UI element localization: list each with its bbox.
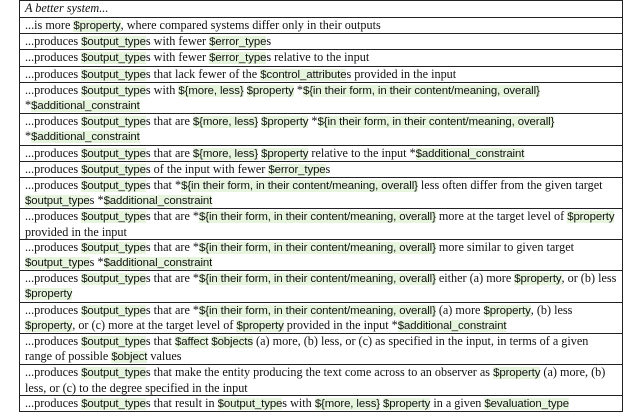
statement-text: s — [266, 34, 272, 49]
statement-cell — [20, 209, 623, 239]
placeholder-variable: $error_type — [209, 52, 267, 65]
statement-text: ...produces — [25, 334, 82, 349]
placeholder-variable: $output_type — [81, 273, 146, 286]
placeholder-variable: ${in their form, in their content/meaning, overall} — [199, 211, 436, 224]
placeholder-variable: ${in their form, in their content/meaning, overall} — [199, 304, 436, 317]
statement-text: ...produces — [25, 50, 82, 65]
placeholder-variable: $affect — [174, 336, 209, 349]
placeholder-variable: $output_type — [25, 195, 90, 208]
statement-text: s with — [282, 395, 315, 410]
statement-text: s provided in the input — [346, 66, 457, 81]
statement-cell — [20, 50, 623, 66]
statement-text: ...produces — [25, 66, 82, 81]
statement-text: ...produces — [25, 178, 82, 193]
placeholder-variable: ${in their form, in their content/meaning, overall} — [199, 241, 436, 254]
statement-text: (a) more — [435, 302, 484, 317]
placeholder-variable: $output_type — [81, 211, 146, 224]
statement-text: s that lack fewer of the — [145, 66, 261, 81]
placeholder-variable: $output_type — [81, 336, 146, 349]
statement-text: values — [147, 349, 182, 364]
placeholder-variable: $output_type — [81, 180, 146, 193]
placeholder-variable: $objects — [211, 336, 253, 349]
placeholder-variable: ${in their form, in their content/meaning, overall} — [181, 180, 418, 193]
placeholder-variable: $property — [567, 211, 615, 224]
table-row — [20, 82, 623, 113]
statement-text: , (b) less — [530, 302, 573, 317]
placeholder-variable: $control_attribute — [260, 68, 347, 81]
table-row — [20, 271, 623, 302]
placeholder-variable: $property — [246, 84, 294, 97]
statement-text: provided in the input — [25, 224, 127, 239]
statement-text: s that are * — [145, 239, 199, 254]
statement-text: ...produces — [25, 239, 82, 254]
placeholder-variable: $output_type — [81, 84, 146, 97]
statement-text: more at the target level of — [435, 209, 568, 224]
statement-text: s that are — [145, 145, 193, 160]
table-row — [20, 145, 623, 161]
statement-text: relative to the input * — [308, 145, 416, 160]
statement-text: ...produces — [25, 34, 82, 49]
placeholder-variable: $property — [483, 304, 531, 317]
statement-cell — [20, 161, 623, 177]
statement-text: more similar to given target — [435, 239, 574, 254]
placeholder-variable: $output_type — [81, 147, 146, 160]
statement-cell — [20, 82, 623, 113]
statement-text: ...produces — [25, 114, 82, 129]
statement-text: (a) more, (b) less, or (c) as specified in the input, in terms of a given range of possible — [25, 334, 589, 364]
placeholder-variable: $property — [236, 319, 284, 332]
table-header-row — [20, 1, 623, 18]
statement-text: ...produces — [25, 209, 82, 224]
placeholder-variable: ${in their form, in their content/meaning, overall} — [317, 116, 555, 129]
statement-cell — [20, 114, 623, 145]
statement-text: s relative to the input — [266, 50, 370, 65]
statement-text: ...produces — [25, 395, 82, 410]
statement-text: s with — [145, 82, 179, 97]
statement-text: either (a) more — [435, 271, 515, 286]
statement-text: s with fewer — [145, 50, 210, 65]
placeholder-variable: $object — [111, 351, 148, 364]
statement-cell — [20, 365, 623, 395]
placeholder-variable: $output_type — [217, 397, 283, 410]
statement-cell — [20, 239, 623, 270]
placeholder-variable: $property — [25, 319, 73, 332]
placeholder-variable: $additional_constraint — [415, 147, 525, 160]
placeholder-variable: $output_type — [81, 68, 146, 81]
statement-text: ...produces — [25, 302, 82, 317]
placeholder-variable: $additional_constraint — [103, 257, 213, 270]
statement-text: s * — [89, 193, 104, 208]
statement-text: s — [325, 161, 331, 176]
table-row — [20, 395, 623, 411]
placeholder-variable: $output_type — [81, 163, 146, 176]
placeholder-variable: $error_type — [268, 163, 326, 176]
statement-text: s * — [89, 255, 104, 270]
table-row — [20, 66, 623, 82]
statement-cell — [20, 145, 623, 161]
placeholder-variable: ${in their form, in their content/meaning, overall} — [199, 273, 436, 286]
table-row — [20, 114, 623, 145]
statement-text: s with fewer — [145, 34, 210, 49]
statement-text: in a given — [430, 395, 485, 410]
table-row — [20, 50, 623, 66]
statement-text: s that result in — [145, 395, 218, 410]
placeholder-variable: ${more, less} — [314, 397, 380, 410]
placeholder-variable: $additional_constraint — [31, 131, 140, 144]
placeholder-variable: $output_type — [81, 52, 146, 65]
table-row — [20, 18, 623, 34]
statement-cell — [20, 302, 623, 333]
statement-cell — [20, 334, 623, 365]
statement-text: ...produces — [25, 271, 82, 286]
placeholder-variable: $output_type — [81, 397, 146, 410]
table-row — [20, 302, 623, 333]
placeholder-variable: $evaluation_type — [484, 397, 569, 410]
statement-text: ...produces — [25, 365, 82, 380]
statement-text: less often differ from the given target — [417, 178, 603, 193]
placeholder-variable: $property — [261, 116, 309, 129]
statement-text: , or (b) less — [561, 271, 617, 286]
statement-text: ...produces — [25, 145, 82, 160]
statement-text: ...produces — [25, 161, 82, 176]
statement-cell — [20, 395, 623, 411]
table-row — [20, 178, 623, 209]
statement-text: , where compared systems differ only in their outputs — [120, 18, 381, 32]
table-row — [20, 239, 623, 270]
placeholder-variable: $additional_constraint — [103, 195, 213, 208]
placeholder-variable: ${more, less} — [178, 84, 244, 97]
statement-cell — [20, 34, 623, 50]
placeholder-variable: $additional_constraint — [31, 100, 140, 113]
table-header: A better system... — [20, 1, 623, 18]
placeholder-variable: $output_type — [81, 367, 146, 380]
statement-text: s of the input with fewer — [145, 161, 269, 176]
table-row — [20, 334, 623, 365]
placeholder-variable: $error_type — [209, 36, 267, 49]
statement-text: s that are — [145, 114, 193, 129]
statement-text: * — [25, 98, 32, 113]
placeholder-variable: $output_type — [25, 257, 90, 270]
placeholder-variable: $output_type — [81, 304, 146, 317]
statement-text: * — [25, 129, 32, 144]
statement-text: ...produces — [25, 82, 82, 97]
statement-text: s that * — [145, 178, 182, 193]
statement-cell — [20, 18, 623, 34]
statement-text: s that are * — [145, 271, 199, 286]
placeholder-variable: $property — [261, 147, 309, 160]
statement-cell — [20, 178, 623, 209]
placeholder-variable: $output_type — [81, 116, 146, 129]
statement-cell — [20, 271, 623, 302]
statement-text: provided in the input * — [283, 317, 398, 332]
placeholder-variable: $additional_constraint — [397, 319, 507, 332]
placeholder-variable: $property — [514, 273, 562, 286]
placeholder-variable: $output_type — [81, 241, 146, 254]
table-row — [20, 161, 623, 177]
specification-table — [19, 0, 623, 412]
statement-text: * — [308, 114, 318, 129]
placeholder-variable: $output_type — [81, 36, 146, 49]
statement-text: s that are * — [145, 302, 199, 317]
placeholder-variable: ${in their form, in their content/meaning, overall} — [302, 84, 540, 97]
placeholder-variable: ${more, less} — [192, 116, 259, 129]
table-row — [20, 365, 623, 395]
statement-text: s that are * — [145, 209, 199, 224]
placeholder-variable: $property — [73, 20, 121, 32]
statement-text: * — [293, 82, 303, 97]
placeholder-variable: ${more, less} — [192, 147, 259, 160]
placeholder-variable: $property — [493, 367, 541, 380]
statement-text: s that make the entity producing the text come across to an observer as — [145, 365, 494, 380]
statement-text: (a) more, (b) less, or (c) to the degree specified in the input — [25, 365, 606, 395]
placeholder-variable: $property — [25, 288, 73, 301]
statement-cell — [20, 66, 623, 82]
statement-text: s that — [145, 334, 175, 349]
statement-text: , or (c) more at the target level of — [72, 317, 237, 332]
table-row — [20, 209, 623, 239]
placeholder-variable: $property — [383, 397, 431, 410]
table-row — [20, 34, 623, 50]
statement-text: ...is more — [25, 18, 74, 32]
